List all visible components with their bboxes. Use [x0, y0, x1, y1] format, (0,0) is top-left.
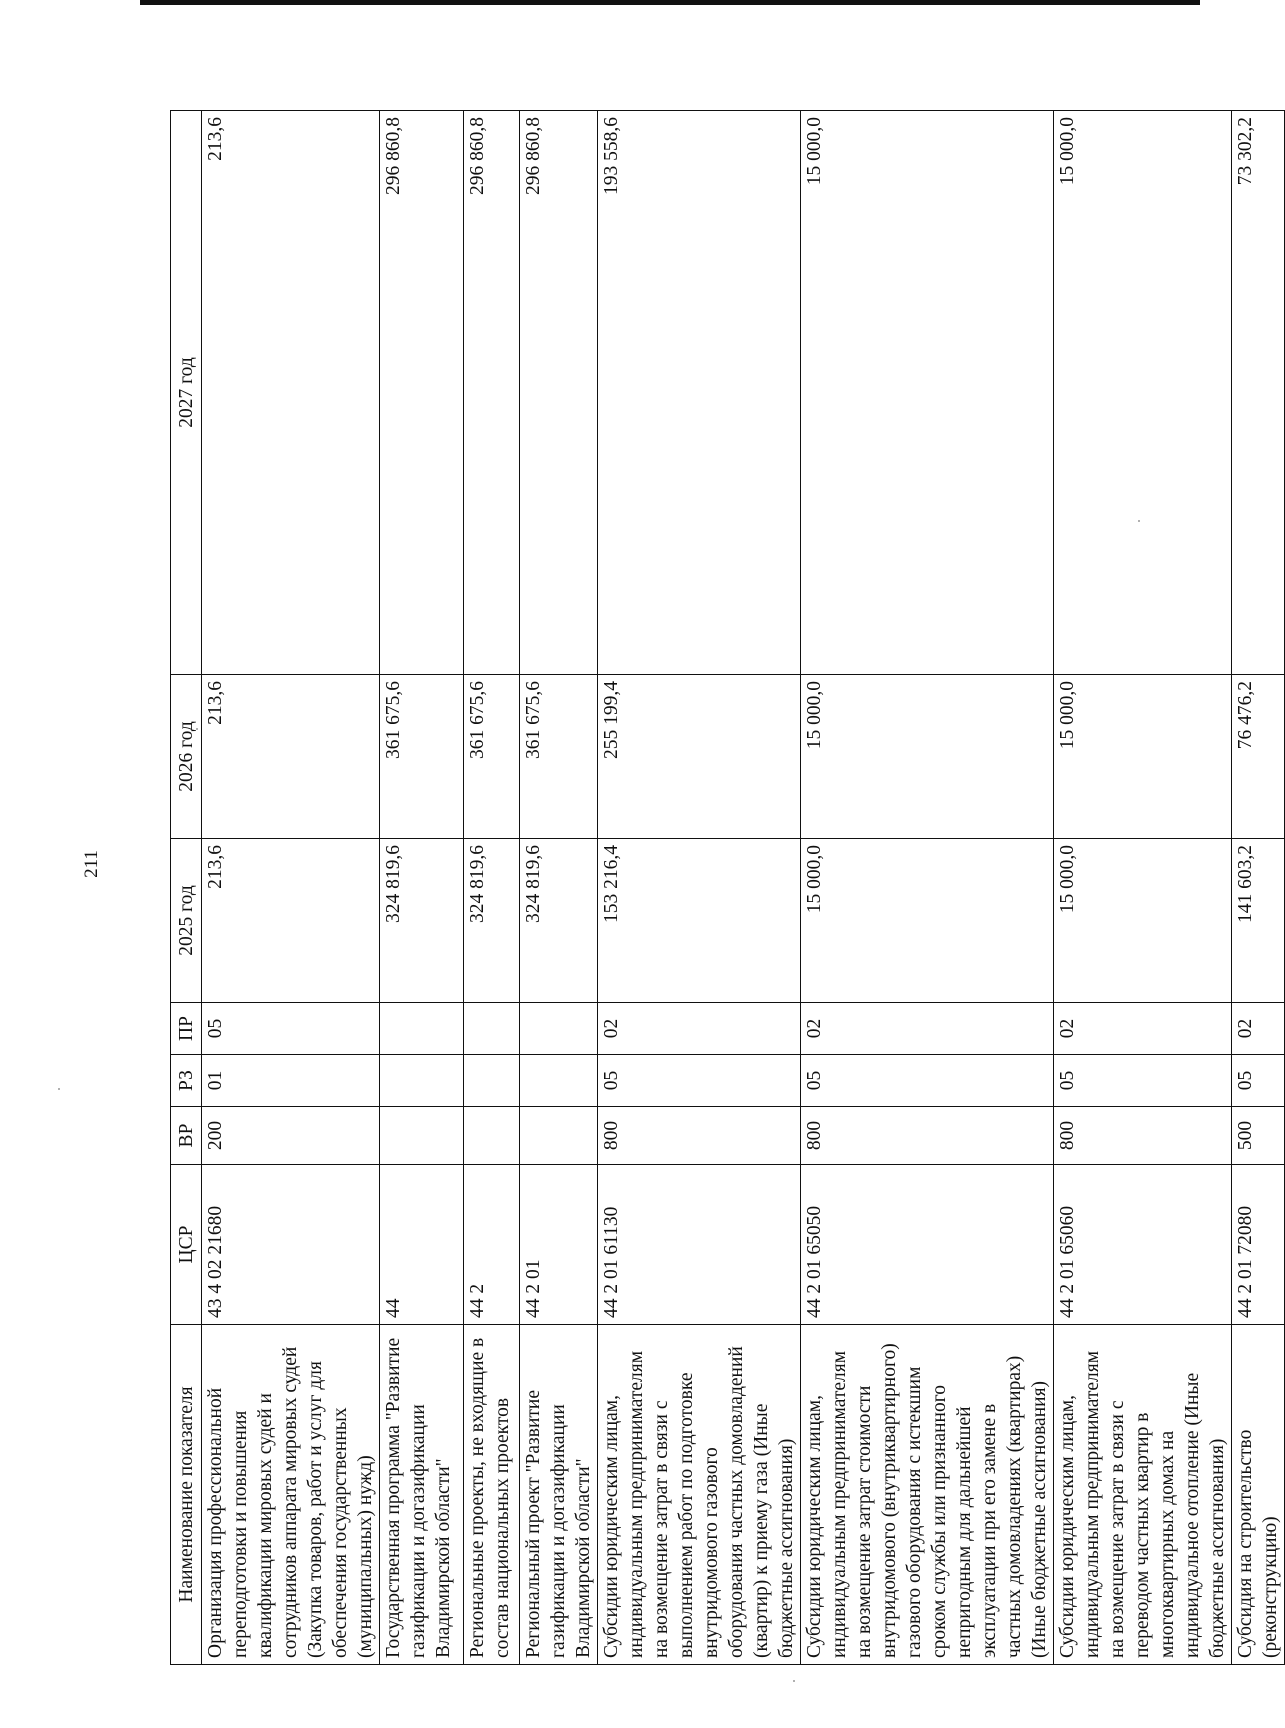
cell-2026: 213,6 [202, 675, 380, 839]
cell-2026: 361 675,6 [380, 675, 464, 839]
cell-csr: 44 2 01 72080 [1232, 1165, 1285, 1325]
cell-pr: 02 [1054, 1003, 1232, 1055]
cell-vr [520, 1107, 598, 1165]
cell-name: Государственная программа "Развитие газификации и догазификации Владимирской области" [380, 1325, 464, 1665]
cell-2025: 141 603,2 [1232, 839, 1285, 1003]
cell-csr: 44 2 01 65060 [1054, 1165, 1232, 1325]
cell-2025: 15 000,0 [801, 839, 1054, 1003]
cell-2025: 213,6 [202, 839, 380, 1003]
cell-name: Субсидии юридическим лицам, индивидуальным предпринимателям на возмещение затрат в связи с выполнением работ по подготовке внутридомового газового оборудования частных домовладений (квартир) к приему газа (Иные бюджетные ассигнования) [598, 1325, 801, 1665]
scan-speck [58, 1088, 60, 1090]
cell-vr: 800 [801, 1107, 1054, 1165]
cell-rz [380, 1055, 464, 1107]
cell-pr: 02 [598, 1003, 801, 1055]
header-2026: 2026 год [171, 675, 202, 839]
cell-2027: 15 000,0 [801, 111, 1054, 675]
cell-2025: 324 819,6 [520, 839, 598, 1003]
cell-pr: 05 [202, 1003, 380, 1055]
cell-name: Организация профессиональной переподготовки и повышения квалификации мировых судей и сотрудников аппарата мировых судей (Закупка товаров, работ и услуг для обеспечения государственных (муниципальных) нужд) [202, 1325, 380, 1665]
table-row [1054, 111, 1232, 1665]
cell-name: Субсидии юридическим лицам, индивидуальным предпринимателям на возмещение затрат в связи с переводом частных квартир в многоквартирных домах на индивидуальное отопление (Иные бюджетные ассигнования) [1054, 1325, 1232, 1665]
cell-csr: 44 2 01 65050 [801, 1165, 1054, 1325]
cell-2025: 15 000,0 [1054, 839, 1232, 1003]
cell-rz: 05 [1054, 1055, 1232, 1107]
rotated-table-container [170, 111, 1281, 1665]
table-row [202, 111, 380, 1665]
cell-name: Региональные проекты, не входящие в состав национальных проектов [464, 1325, 520, 1665]
header-2027: 2027 год [171, 111, 202, 675]
top-border-line [140, 0, 1200, 5]
cell-csr: 44 2 01 [520, 1165, 598, 1325]
cell-csr: 44 [380, 1165, 464, 1325]
table-row [464, 111, 520, 1665]
scan-speck [1138, 520, 1140, 522]
cell-vr: 200 [202, 1107, 380, 1165]
cell-2026: 15 000,0 [801, 675, 1054, 839]
cell-rz [520, 1055, 598, 1107]
cell-2026: 15 000,0 [1054, 675, 1232, 839]
table-header-row [171, 111, 202, 1665]
cell-2027: 213,6 [202, 111, 380, 675]
cell-rz: 05 [598, 1055, 801, 1107]
cell-2027: 296 860,8 [464, 111, 520, 675]
header-pr: ПР [171, 1003, 202, 1055]
cell-2026: 361 675,6 [520, 675, 598, 839]
cell-2026: 76 476,2 [1232, 675, 1285, 839]
cell-2025: 324 819,6 [380, 839, 464, 1003]
table-row [380, 111, 464, 1665]
cell-vr: 800 [1054, 1107, 1232, 1165]
header-vr: ВР [171, 1107, 202, 1165]
cell-vr [380, 1107, 464, 1165]
cell-2025: 324 819,6 [464, 839, 520, 1003]
scan-speck [793, 1680, 795, 1682]
cell-vr [464, 1107, 520, 1165]
cell-name: Субсидии юридическим лицам, индивидуальным предпринимателям на возмещение затрат стоимости внутридомового (внутриквартирного) газового оборудования с истекшим сроком службы или признанного непригодным для дальнейшей эксплуатации при его замене в частных домовладениях (квартирах) (Иные бюджетные ассигнования) [801, 1325, 1054, 1665]
cell-2026: 255 199,4 [598, 675, 801, 839]
cell-pr: 02 [1232, 1003, 1285, 1055]
cell-csr: 43 4 02 21680 [202, 1165, 380, 1325]
table-row [801, 111, 1054, 1665]
cell-2027: 193 558,6 [598, 111, 801, 675]
scan-speck [196, 728, 198, 730]
cell-csr: 44 2 01 61130 [598, 1165, 801, 1325]
header-2025: 2025 год [171, 839, 202, 1003]
cell-2027: 73 302,2 [1232, 111, 1285, 675]
cell-vr: 800 [598, 1107, 801, 1165]
cell-name: Региональный проект "Развитие газификации и догазификации Владимирской области" [520, 1325, 598, 1665]
cell-2026: 361 675,6 [464, 675, 520, 839]
table-row [520, 111, 598, 1665]
cell-name: Субсидия на строительство (реконструкцию) [1232, 1325, 1285, 1665]
cell-csr: 44 2 [464, 1165, 520, 1325]
cell-rz [464, 1055, 520, 1107]
cell-2027: 296 860,8 [520, 111, 598, 675]
cell-rz: 01 [202, 1055, 380, 1107]
cell-2025: 153 216,4 [598, 839, 801, 1003]
cell-pr [520, 1003, 598, 1055]
cell-rz: 05 [1232, 1055, 1285, 1107]
table-row [598, 111, 801, 1665]
header-rz: РЗ [171, 1055, 202, 1107]
table-row [1232, 111, 1285, 1665]
budget-table [170, 110, 1285, 1665]
page-number: 211 [81, 850, 102, 878]
cell-vr: 500 [1232, 1107, 1285, 1165]
header-name: Наименование показателя [171, 1325, 202, 1665]
cell-2027: 15 000,0 [1054, 111, 1232, 675]
cell-rz: 05 [801, 1055, 1054, 1107]
cell-pr [464, 1003, 520, 1055]
header-csr: ЦСР [171, 1165, 202, 1325]
cell-2027: 296 860,8 [380, 111, 464, 675]
cell-pr: 02 [801, 1003, 1054, 1055]
cell-pr [380, 1003, 464, 1055]
